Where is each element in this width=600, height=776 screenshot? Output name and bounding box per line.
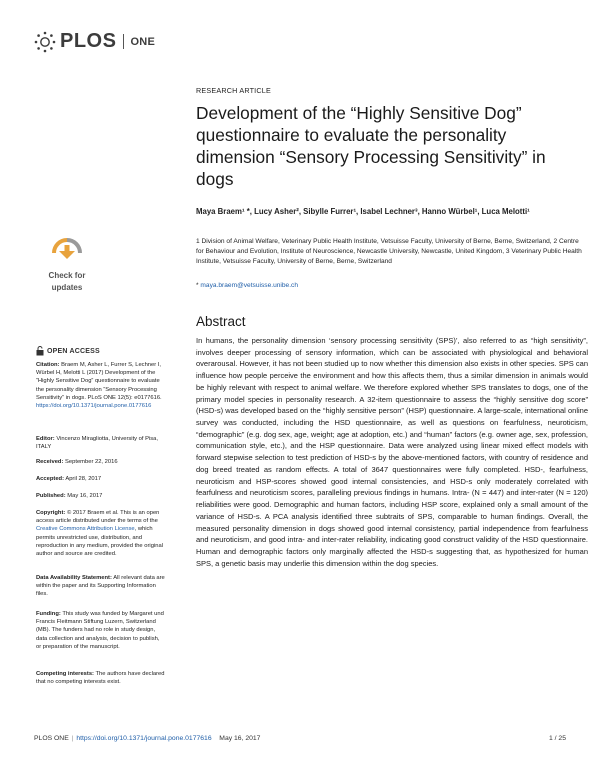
footer-doi-link[interactable]: https://doi.org/10.1371/journal.pone.0177616	[76, 735, 212, 742]
logo-journal-text: ONE	[130, 35, 156, 48]
copyright-label: Copyright:	[36, 510, 66, 516]
check-for-updates-line2: updates	[51, 283, 83, 292]
page-number: 1 / 25	[548, 735, 566, 742]
cc-license-link[interactable]: Creative Commons Attribution License	[36, 526, 135, 533]
competing-interests-text: The authors have declared that no competing interests exist.	[36, 671, 165, 686]
open-lock-icon	[36, 346, 44, 356]
footer-date: May 16, 2017	[219, 735, 261, 742]
competing-interests-label: Competing interests:	[36, 671, 94, 677]
footer-separator	[214, 735, 218, 742]
check-for-updates-icon	[50, 238, 84, 268]
data-availability-block	[36, 574, 166, 599]
author-list: Maya Braem¹ *, Lucy Asher², Sibylle Furrer¹, Isabel Lechner³, Hanno Würbel¹, Luca Melotti¹	[196, 207, 530, 216]
accepted-text: April 28, 2017	[65, 476, 102, 482]
citation-text: Braem M, Asher L, Furrer S, Lechner I, Würbel H, Melotti L (2017) Development of the “Highly Sensitive Dog” questionnaire to evaluate the personality dimension “Sensory Processing Sensitivity” in dogs. PLoS ONE 12(5): e0177616.	[36, 362, 162, 401]
logo-divider	[123, 34, 124, 49]
abstract-heading: Abstract	[196, 314, 246, 329]
footer-journal: PLOS ONE	[34, 735, 69, 742]
accepted-block	[36, 475, 166, 483]
citation-block	[36, 361, 166, 410]
citation-doi-link[interactable]: https://doi.org/10.1371/journal.pone.0177616	[36, 403, 152, 410]
check-for-updates-badge[interactable]	[38, 238, 96, 296]
email-link[interactable]: maya.braem@vetsuisse.unibe.ch	[200, 282, 299, 289]
affiliations: 1 Division of Animal Welfare, Veterinary Public Health Institute, Vetsuisse Faculty, University of Berne, Berne, Switzerland, 2 Centre for Behaviour and Evolution, Institute of Neuroscience, Newcastle University, Newcastle, United Kingdom, 3 Veterinary Public Health Institute, Vetsuisse Faculty, University of Berne, Berne, Switzerland	[196, 238, 582, 266]
editor-text: Vincenzo Miragliotta, University of Pisa, ITALY	[36, 436, 159, 451]
received-text: September 22, 2016	[65, 459, 118, 465]
competing-interests-block	[36, 670, 166, 686]
funding-text: This study was funded by Margaret und Francis Fleitmann Stiftung Luzern, Switzerland (MB). The funders had no role in study design, data collection and analysis, decision to publish, or preparation of the manuscript.	[36, 611, 164, 650]
data-availability-label: Data Availability Statement:	[36, 575, 112, 581]
abstract-text: In humans, the personality dimension ‘sensory processing sensitivity (SPS)’, also referred to as “high sensitivity”, involves deeper processing of sensory information, which can be associated with physiological and behavioral overarousal. However, it has not been studied up to now whether this dimension also exists in other species. SPS can influence how people perceive the environment and how this affects them, thus a similar dimension in animals would be highly relevant with respect to animal welfare. We therefore explored whether SPS translates to dogs, one of the primary model species in personality research. A 32-item questionnaire to assess the “highly sensitive dog score” (HSD-s) was developed based on the “highly sensitive person” (HSP) questionnaire. A large-scale, international online survey was conducted, including the HSD questionnaire, as well as questions on fearfulness, neuroticism, “demographic” (e.g. dog sex, age, weight; age at adoption, etc.) and “human” factors (e.g. owner age, sex, profession, communication style, etc.), and the HSP questionnaire. Data were analyzed using linear mixed effect models with forward stepwise selection to test prediction of HSD-s by the above-mentioned factors, with country of residence and dog breed treated as random effects. A total of 3647 questionnaires were fully completed. HSD-, fearfulness, neuroticism and HSP-scores showed good internal consistencies, and HSD-s only moderately correlated with fearfulness and neuroticism scores, paralleling previous findings in humans. Intra- (N = 447) and inter-rater (N = 120) reliabilities were good. Demographic and human factors, including HSP score, explained only a small amount of the variance of HSD-s. A PCA analysis identified three subtraits of SPS, comparable to human findings. Overall, the measured personality dimension in dogs showed good internal consistency, partial independence from fearfulness and neuroticism, and good intra- and inter-rater reliability, indicating good construct validity of the HSD questionnaire. Human and demographic factors only marginally affected the HSD-s suggesting that, as hypothesized for human SPS, a genetic basis may underlie this dimension within the dog species.	[196, 336, 588, 568]
copyright-text: © 2017 Braem et al. This is an open access article distributed under the terms of the	[36, 510, 160, 525]
copyright-block	[36, 509, 166, 558]
editor-block	[36, 435, 166, 451]
open-access-label: OPEN ACCESS	[47, 347, 100, 355]
received-block	[36, 458, 166, 466]
plos-sun-icon	[34, 31, 56, 53]
accepted-label: Accepted:	[36, 476, 65, 482]
received-label: Received:	[36, 459, 64, 465]
published-label: Published:	[36, 493, 66, 499]
corresponding-email	[196, 282, 298, 289]
copyright-text-end: , which permits unrestricted use, distribution, and reproduction in any medium, provided the original author and source are credited.	[36, 526, 163, 558]
funding-block	[36, 610, 166, 651]
article-title: Development of the “Highly Sensitive Dog” questionnaire to evaluate the personality dimension “Sensory Processing Sensitivity” in dogs	[196, 103, 546, 189]
data-availability-text: All relevant data are within the paper and its Supporting Information files.	[36, 575, 165, 598]
editor-label: Editor:	[36, 436, 55, 442]
article-type: RESEARCH ARTICLE	[196, 86, 271, 95]
email-star: *	[196, 282, 199, 289]
published-text: May 16, 2017	[67, 493, 103, 499]
footer-separator: |	[71, 735, 74, 742]
open-access-badge	[36, 346, 100, 356]
published-block	[36, 492, 166, 500]
logo-plos-text: PLOS	[60, 30, 117, 52]
funding-label: Funding:	[36, 611, 61, 617]
citation-label: Citation:	[36, 362, 60, 368]
check-for-updates-line1: Check for	[48, 271, 86, 280]
page-footer	[34, 735, 260, 742]
journal-logo[interactable]	[34, 30, 155, 53]
